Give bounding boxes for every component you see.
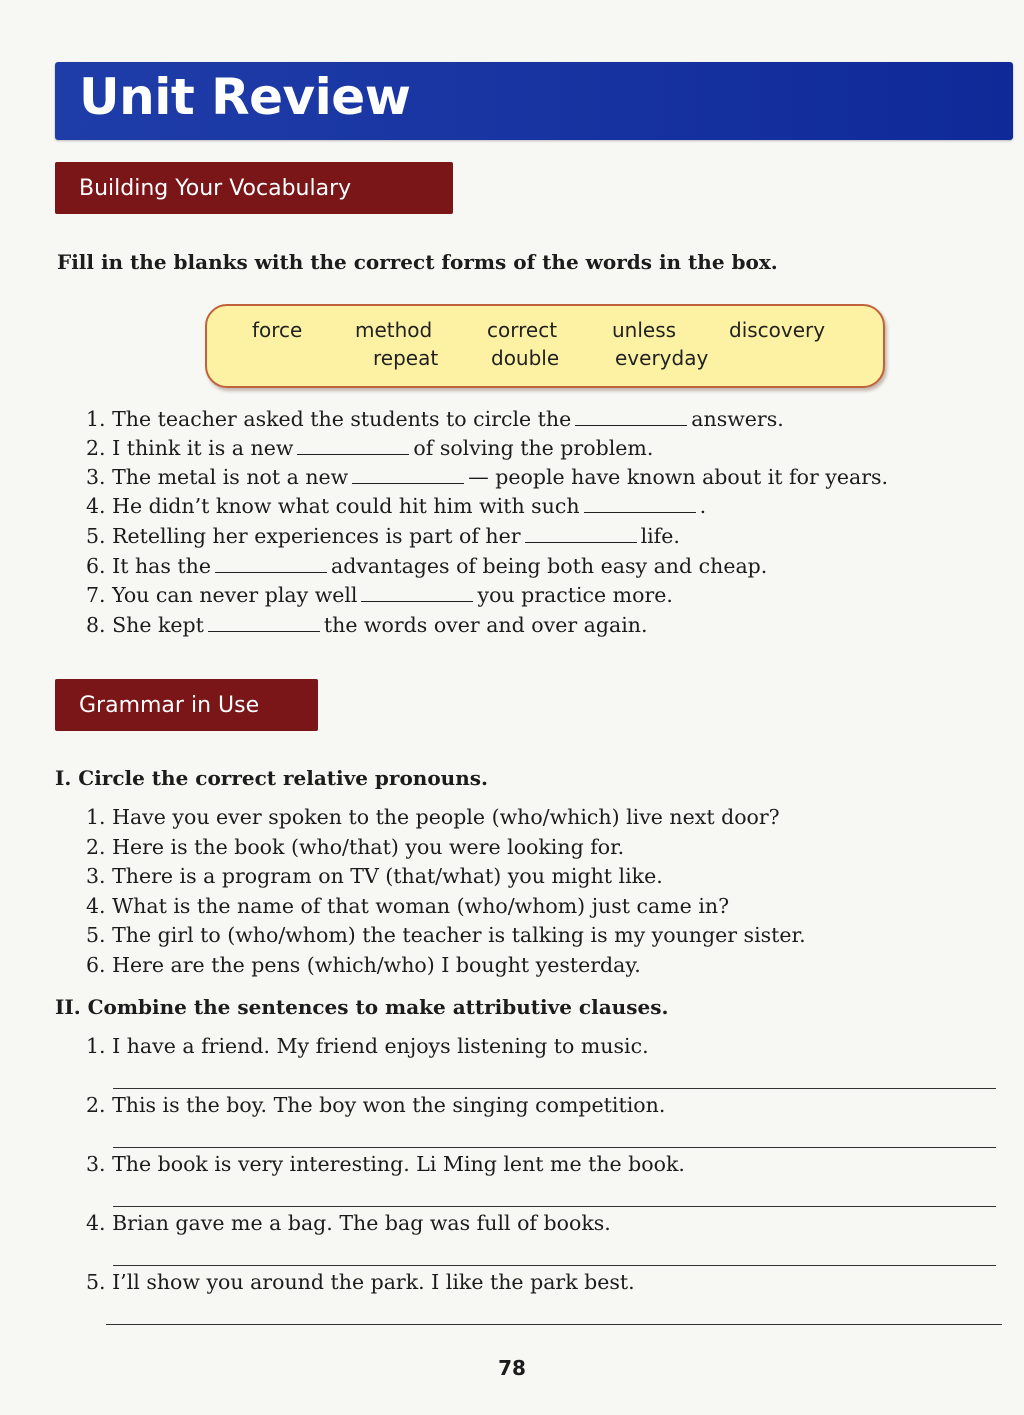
vocab-item: 2. I think it is a new of solving the problem. [86, 436, 654, 460]
word-box-item: method [355, 318, 433, 342]
grammar-part2-title: II. Combine the sentences to make attributive clauses. [55, 995, 669, 1019]
grammar-part2-item: 2. This is the boy. The boy won the singing competition. [86, 1093, 666, 1117]
grammar-part2-item: 5. I’ll show you around the park. I like the park best. [86, 1270, 635, 1294]
word-box-item: repeat [373, 346, 439, 370]
vocabulary-section-heading: Building Your Vocabulary [55, 162, 453, 214]
answer-line[interactable] [113, 1206, 996, 1207]
grammar-part2-item: 3. The book is very interesting. Li Ming lent me the book. [86, 1152, 685, 1176]
vocab-item: 4. He didn’t know what could hit him with such . [86, 494, 707, 518]
answer-blank[interactable] [584, 494, 696, 513]
answer-line[interactable] [106, 1324, 1002, 1325]
grammar-section-heading: Grammar in Use [55, 679, 318, 731]
grammar-part1-item: 5. The girl to (who/whom) the teacher is talking is my younger sister. [86, 923, 806, 947]
vocab-item: 6. It has the advantages of being both easy and cheap. [86, 554, 768, 578]
unit-review-banner [55, 62, 1013, 140]
word-box-item: unless [612, 318, 677, 342]
grammar-part1-item: 3. There is a program on TV (that/what) you might like. [86, 864, 663, 888]
grammar-part1-title: I. Circle the correct relative pronouns. [55, 766, 488, 790]
page-number: 78 [498, 1356, 526, 1380]
grammar-part1-item: 6. Here are the pens (which/who) I bought yesterday. [86, 953, 641, 977]
word-box-item: discovery [729, 318, 826, 342]
answer-blank[interactable] [215, 554, 327, 573]
vocab-item: 1. The teacher asked the students to circle the answers. [86, 407, 784, 431]
answer-line[interactable] [113, 1147, 996, 1148]
word-box [205, 304, 885, 388]
answer-blank[interactable] [208, 613, 320, 632]
grammar-part2-item: 4. Brian gave me a bag. The bag was full of books. [86, 1211, 611, 1235]
answer-blank[interactable] [352, 465, 464, 484]
vocab-item: 5. Retelling her experiences is part of her life. [86, 524, 680, 548]
grammar-part1-item: 4. What is the name of that woman (who/whom) just came in? [86, 894, 730, 918]
grammar-part1-item: 2. Here is the book (who/that) you were looking for. [86, 835, 625, 859]
vocab-item: 8. She kept the words over and over again. [86, 613, 648, 637]
answer-blank[interactable] [575, 407, 687, 426]
grammar-part1-item: 1. Have you ever spoken to the people (who/which) live next door? [86, 805, 780, 829]
answer-blank[interactable] [297, 436, 409, 455]
grammar-part2-item: 1. I have a friend. My friend enjoys listening to music. [86, 1034, 649, 1058]
answer-blank[interactable] [361, 583, 473, 602]
answer-line[interactable] [113, 1265, 996, 1266]
vocab-item: 7. You can never play well you practice more. [86, 583, 673, 607]
page-title: Unit Review [79, 68, 411, 126]
answer-blank[interactable] [525, 524, 637, 543]
word-box-item: force [252, 318, 303, 342]
word-box-item: correct [487, 318, 558, 342]
vocab-item: 3. The metal is not a new — people have known about it for years. [86, 465, 889, 489]
word-box-item: double [491, 346, 560, 370]
vocabulary-instruction: Fill in the blanks with the correct forms of the words in the box. [57, 250, 778, 274]
answer-line[interactable] [113, 1088, 996, 1089]
word-box-item: everyday [615, 346, 709, 370]
